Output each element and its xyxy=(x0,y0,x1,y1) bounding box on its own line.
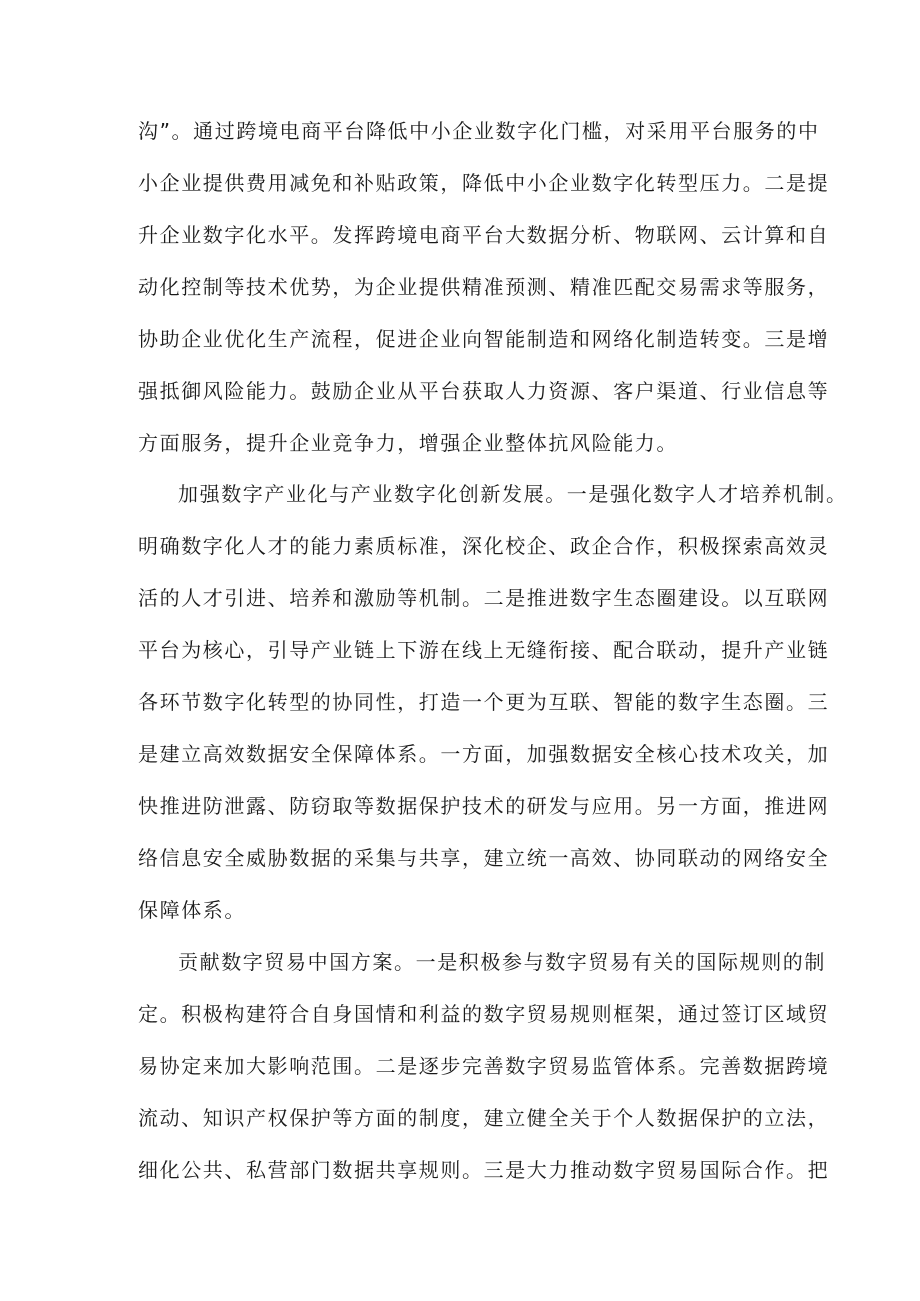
paragraph-1-line-1: 沟”。通过跨境电商平台降低中小企业数字化门槛，对采用平台服务的中 xyxy=(138,119,820,143)
paragraph-1-line-3: 升企业数字化水平。发挥跨境电商平台大数据分析、物联网、云计算和自 xyxy=(138,223,830,247)
paragraph-1-line-4: 动化控制等技术优势，为企业提供精准预测、精准匹配交易需求等服务， xyxy=(138,275,830,299)
paragraph-3-line-1: 贡献数字贸易中国方案。一是积极参与数字贸易有关的国际规则的制 xyxy=(178,950,826,974)
paragraph-2-line-1: 加强数字产业化与产业数字化创新发展。一是强化数字人才培养机制。 xyxy=(178,482,848,506)
paragraph-2-line-6: 是建立高效数据安全保障体系。一方面，加强数据安全核心技术攻关，加 xyxy=(138,742,830,766)
paragraph-2-line-8: 络信息安全威胁数据的采集与共享，建立统一高效、协同联动的网络安全 xyxy=(138,846,830,870)
paragraph-1-line-6: 强抵御风险能力。鼓励企业从平台获取人力资源、客户渠道、行业信息等 xyxy=(138,379,830,403)
paragraph-3-line-5: 细化公共、私营部门数据共享规则。三是大力推动数字贸易国际合作。把 xyxy=(138,1158,830,1182)
paragraph-1-line-2: 小企业提供费用减免和补贴政策，降低中小企业数字化转型压力。二是提 xyxy=(138,171,830,195)
paragraph-3-line-3: 易协定来加大影响范围。二是逐步完善数字贸易监管体系。完善数据跨境 xyxy=(138,1054,830,1078)
paragraph-3-line-4: 流动、知识产权保护等方面的制度，建立健全关于个人数据保护的立法， xyxy=(138,1106,830,1130)
paragraph-2-line-4: 平台为核心，引导产业链上下游在线上无缝衔接、配合联动，提升产业链 xyxy=(138,638,830,662)
paragraph-2-line-9: 保障体系。 xyxy=(138,898,246,922)
paragraph-1-line-7: 方面服务，提升企业竞争力，增强企业整体抗风险能力。 xyxy=(138,431,678,455)
paragraph-2-line-2: 明确数字化人才的能力素质标准，深化校企、政企合作，积极探索高效灵 xyxy=(138,534,830,558)
paragraph-2-line-7: 快推进防泄露、防窃取等数据保护技术的研发与应用。另一方面，推进网 xyxy=(138,794,830,818)
paragraph-2-line-3: 活的人才引进、培养和激励等机制。二是推进数字生态圈建设。以互联网 xyxy=(138,586,830,610)
paragraph-2-line-5: 各环节数字化转型的协同性，打造一个更为互联、智能的数字生态圈。三 xyxy=(138,690,830,714)
paragraph-3-line-2: 定。积极构建符合自身国情和利益的数字贸易规则框架，通过签订区域贸 xyxy=(138,1002,830,1026)
paragraph-1-line-5: 协助企业优化生产流程，促进企业向智能制造和网络化制造转变。三是增 xyxy=(138,327,830,351)
